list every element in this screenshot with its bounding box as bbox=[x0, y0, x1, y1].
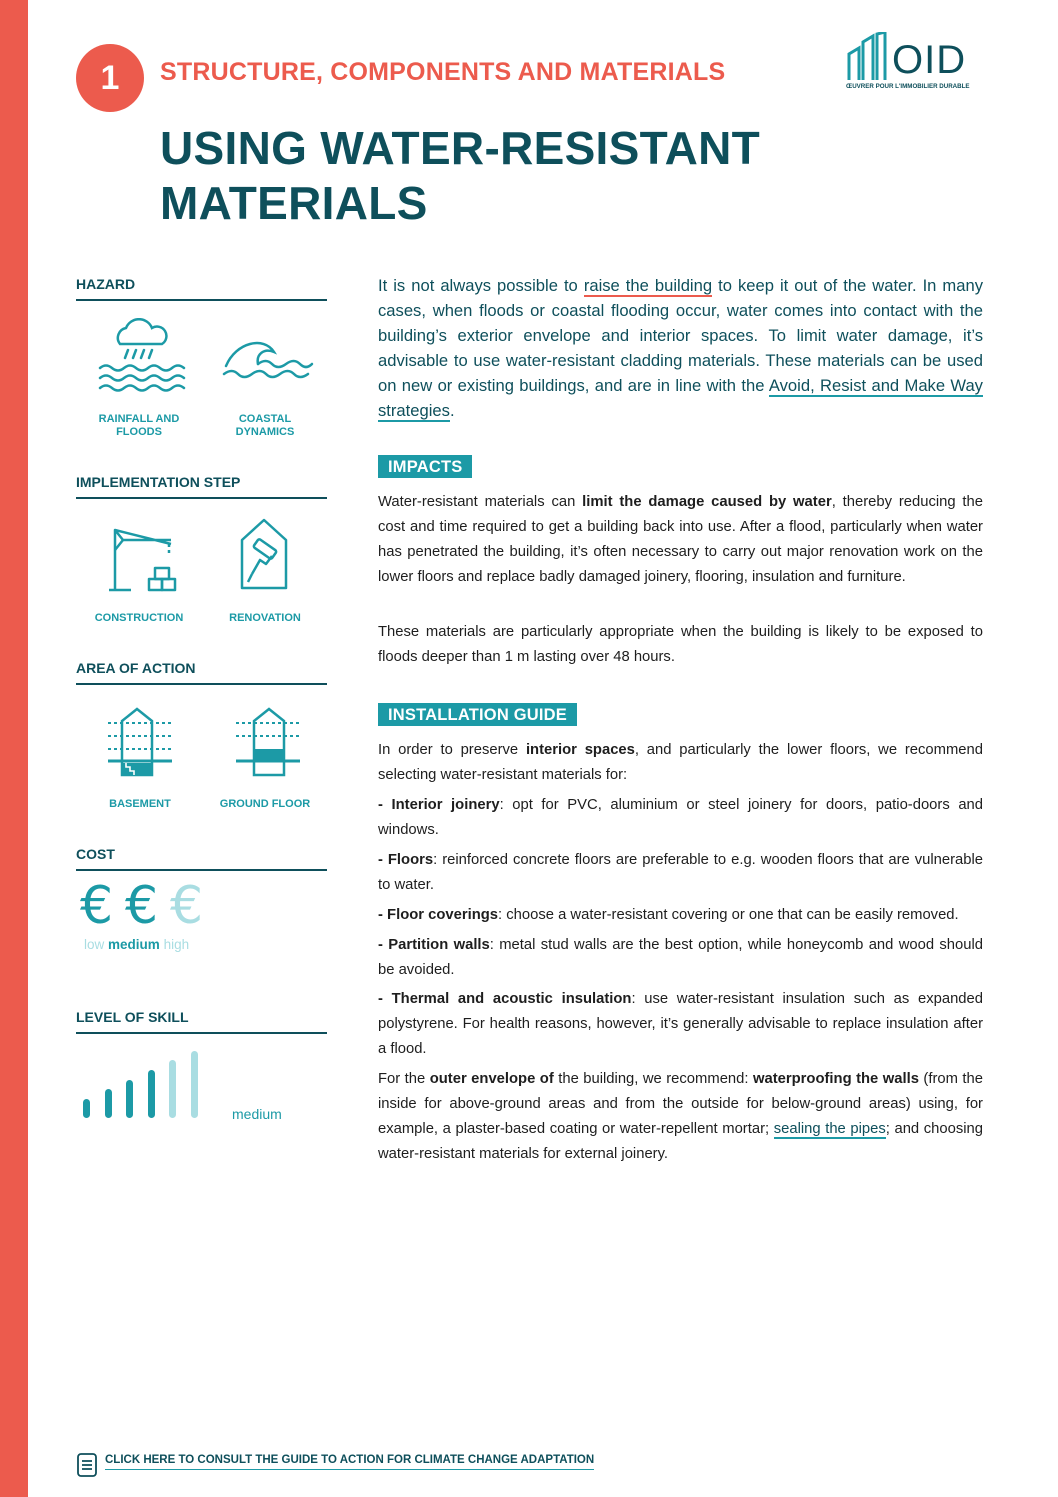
impacts-paragraph-1: Water-resistant materials can limit the damage caused by water, thereby reducing the cost and time required to get a building back into use. After a flood, particularly when water has penetrated the building, it’s often necessary to carry out major renovation work on the lower floors and replace badly damaged joinery, flooring, insulation and furniture. bbox=[378, 494, 983, 585]
cost-medium-label: medium bbox=[108, 937, 160, 952]
euro-icon-3: € bbox=[170, 876, 204, 936]
skill-bar-6 bbox=[191, 1051, 198, 1118]
skill-bar-5 bbox=[169, 1060, 176, 1118]
document-icon bbox=[76, 1452, 98, 1478]
logo-buildings-icon bbox=[846, 32, 888, 82]
implementation-heading: IMPLEMENTATION STEP bbox=[76, 474, 327, 499]
basement-icon bbox=[90, 703, 190, 788]
skill-bar-3 bbox=[126, 1080, 133, 1118]
guide-item-interior-joinery: - Interior joinery: opt for PVC, aluminium or steel joinery for doors, patio-doors and windows. bbox=[378, 797, 984, 838]
installation-guide-heading: INSTALLATION GUIDE bbox=[378, 703, 577, 726]
skill-bar-2 bbox=[105, 1089, 112, 1118]
skill-bar-4 bbox=[148, 1070, 155, 1118]
ground-floor-icon bbox=[218, 703, 318, 788]
guide-item-floor-coverings: - Floor coverings: choose a water-resistant covering or one that can be easily removed. bbox=[378, 907, 959, 923]
page-title bbox=[160, 121, 860, 231]
euro-icon-1: € bbox=[80, 876, 114, 936]
rain-flood-icon bbox=[90, 318, 190, 403]
strategies-link[interactable]: Avoid, Resist and Make Way strategies bbox=[378, 376, 983, 420]
hazard-heading: HAZARD bbox=[76, 276, 327, 301]
chapter-number-badge: 1 bbox=[76, 44, 144, 112]
chapter-title: STRUCTURE, COMPONENTS AND MATERIALS bbox=[160, 58, 726, 86]
guide-item-floors: - Floors: reinforced concrete floors are preferable to e.g. wooden floors that are vulnerable to water. bbox=[378, 852, 983, 893]
skill-bar-1 bbox=[83, 1099, 90, 1118]
crane-icon bbox=[96, 520, 196, 600]
area-heading: AREA OF ACTION bbox=[76, 660, 327, 685]
area-ground-floor-label: GROUND FLOOR bbox=[219, 798, 311, 810]
cost-low-label: low bbox=[84, 937, 105, 952]
guide-item-insulation: - Thermal and acoustic insulation: use water-resistant insulation such as expanded polystyrene. For health reasons, however, it’s generally advisable to replace insulation after a flood. bbox=[378, 991, 983, 1057]
skill-heading: LEVEL OF SKILL bbox=[76, 1009, 327, 1034]
raise-building-link[interactable]: raise the building bbox=[583, 276, 713, 295]
footer-link-text[interactable]: CLICK HERE TO CONSULT THE GUIDE TO ACTION FOR CLIMATE CHANGE ADAPTATION bbox=[105, 1454, 594, 1470]
cost-heading: COST bbox=[76, 846, 327, 871]
oid-logo[interactable] bbox=[846, 32, 986, 94]
step-construction-label: CONSTRUCTION bbox=[94, 612, 184, 624]
guide-intro-paragraph: In order to preserve interior spaces, and particularly the lower floors, we recommend selecting water-resistant materials for: bbox=[378, 742, 983, 783]
sealing-pipes-link[interactable]: sealing the pipes bbox=[773, 1121, 886, 1137]
impacts-paragraph-2: These materials are particularly appropriate when the building is likely to be exposed to floods deeper than 1 m lasting over 48 hours. bbox=[378, 624, 983, 665]
page-title-line-1: USING WATER-RESISTANT bbox=[160, 122, 761, 174]
cost-high-label: high bbox=[163, 937, 190, 952]
intro-paragraph: It is not always possible to raise the building to keep it out of the water. In many cases, when floods or coastal flooding occur, water comes into contact with the building’s exterior envelope and interior spaces. To limit water damage, it’s advisable to use water-resistant cladding materials. These materials can be used on new or existing buildings, and are in line with the Avoid, Resist and Make Way strategies. bbox=[378, 276, 984, 420]
accent-side-bar bbox=[0, 0, 28, 1497]
paint-roller-house-icon bbox=[216, 516, 316, 599]
guide-outer-envelope-paragraph: For the outer envelope of the building, we recommend: waterproofing the walls (from the inside for above-ground areas and from the outside for below-ground areas) using, for example, a plaster-based coating or water-repellent mortar; sealing the pipes; and choosing water-resistant materials for external joinery. bbox=[378, 1071, 983, 1162]
cost-scale bbox=[84, 937, 189, 952]
euro-icon-2: € bbox=[125, 876, 159, 936]
page-title-line-2: MATERIALS bbox=[160, 177, 428, 229]
logo-tagline: ŒUVRER POUR L'IMMOBILIER DURABLE bbox=[846, 83, 970, 90]
area-basement-label: BASEMENT bbox=[109, 798, 171, 810]
hazard-coastal-label: COASTAL DYNAMICS bbox=[235, 413, 295, 438]
wave-icon bbox=[218, 330, 318, 385]
skill-level-value: medium bbox=[232, 1106, 282, 1122]
impacts-heading: IMPACTS bbox=[378, 455, 472, 478]
logo-text: OID bbox=[892, 38, 967, 82]
step-renovation-label: RENOVATION bbox=[229, 612, 301, 624]
guide-item-partition-walls: - Partition walls: metal stud walls are the best option, while honeycomb and wood should be avoided. bbox=[378, 937, 984, 978]
hazard-rainfall-label: RAINFALL AND FLOODS bbox=[98, 413, 180, 438]
